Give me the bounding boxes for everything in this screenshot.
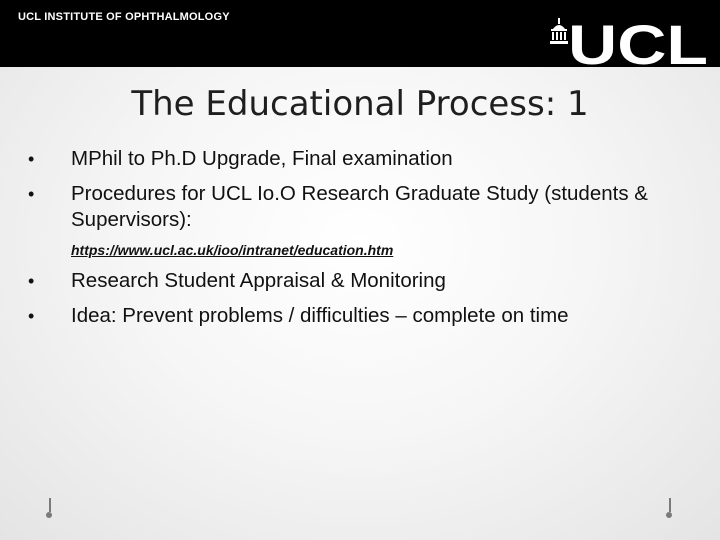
- bullet-text: Research Student Appraisal & Monitoring: [71, 269, 446, 292]
- education-link[interactable]: https://www.ucl.ac.uk/ioo/intranet/education.htm: [71, 242, 394, 258]
- bullet-text: MPhil to Ph.D Upgrade, Final examination: [71, 147, 453, 170]
- bullet-icon: •: [28, 306, 35, 326]
- header-bar: [0, 0, 720, 67]
- bullet-icon: •: [28, 271, 35, 291]
- left-corner-line: [49, 498, 51, 512]
- bullet-icon: •: [28, 149, 35, 169]
- slide-content: [28, 146, 698, 338]
- list-item: [28, 146, 698, 172]
- list-item: [28, 268, 698, 294]
- bullet-text: Procedures for UCL Io.O Research Graduate Study (students & Supervisors):: [71, 182, 648, 231]
- ucl-logo: [510, 0, 720, 67]
- bullet-icon: •: [28, 184, 35, 204]
- slide-title: The Educational Process: 1: [131, 84, 589, 124]
- right-corner-dot: [666, 512, 672, 518]
- left-corner-dot: [46, 512, 52, 518]
- list-item: [28, 181, 698, 233]
- portico-icon: [550, 18, 568, 44]
- institute-name: UCL INSTITUTE OF OPHTHALMOLOGY: [18, 11, 230, 23]
- ucl-logo-text: UCL: [568, 13, 708, 67]
- bullet-text: Idea: Prevent problems / difficulties – complete on time: [71, 304, 569, 327]
- list-item: [28, 303, 698, 329]
- right-corner-line: [669, 498, 671, 512]
